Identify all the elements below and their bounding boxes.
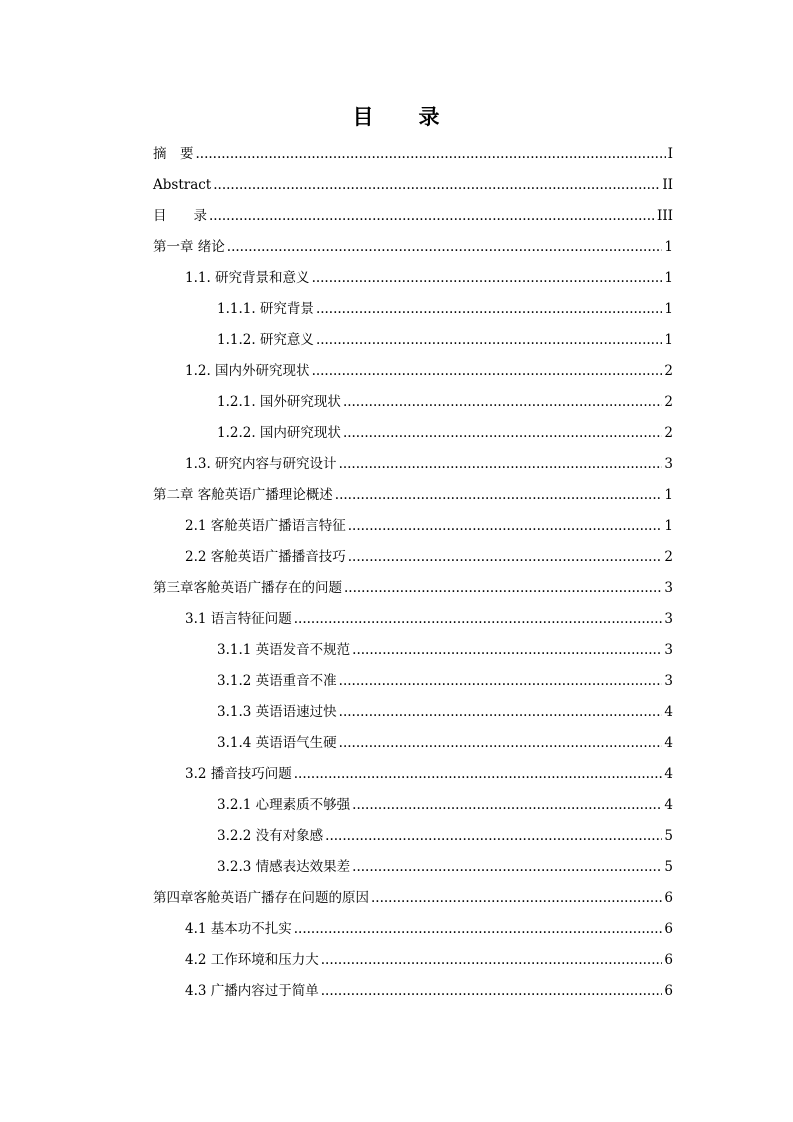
toc-entry-page: 6 [664, 952, 673, 968]
toc-entry[interactable] [153, 170, 673, 201]
toc-entry[interactable] [153, 387, 673, 418]
toc-entry[interactable] [153, 604, 673, 635]
toc-entry-label: 3.1.3 英语语速过快 [217, 704, 337, 720]
toc-entry-label: 目 录 [153, 208, 207, 224]
toc-entry-label: Abstract [153, 177, 212, 193]
toc-dot-leader [339, 697, 663, 728]
toc-entry-page: 5 [664, 828, 673, 844]
toc-entry-page: 2 [664, 425, 673, 441]
toc-dot-leader [339, 449, 663, 480]
toc-entry-label: 1.1.2. 研究意义 [217, 332, 314, 348]
toc-entry-label: 4.2 工作环境和压力大 [185, 952, 319, 968]
toc-dot-leader [348, 511, 663, 542]
toc-dot-leader [294, 914, 663, 945]
toc-entry-page: 1 [664, 487, 673, 503]
toc-entry[interactable] [153, 635, 673, 666]
toc-entry-label: 2.2 客舱英语广播播音技巧 [185, 549, 346, 565]
toc-entry-label: 3.2 播音技巧问题 [185, 766, 292, 782]
toc-entry[interactable] [153, 511, 673, 542]
toc-entry-page: 5 [664, 859, 673, 875]
toc-entry-label: 2.1 客舱英语广播语言特征 [185, 518, 346, 534]
toc-dot-leader [294, 759, 663, 790]
toc-dot-leader [294, 604, 663, 635]
toc-entry-page: I [667, 146, 673, 162]
toc-entry-page: 2 [664, 363, 673, 379]
toc-entry-label: 1.2. 国内外研究现状 [185, 363, 310, 379]
toc-dot-leader [352, 852, 662, 883]
toc-entry-label: 3.1.4 英语语气生硬 [217, 735, 337, 751]
toc-title: 目 录 [352, 104, 441, 129]
toc-entry-label: 第四章客舱英语广播存在问题的原因 [153, 890, 369, 906]
toc-dot-leader [312, 263, 663, 294]
table-of-contents [153, 139, 673, 1007]
toc-entry-label: 1.1. 研究背景和意义 [185, 270, 310, 286]
toc-entry-label: 4.3 广播内容过于简单 [185, 983, 319, 999]
toc-dot-leader [352, 635, 662, 666]
toc-entry-label: 3.1.1 英语发音不规范 [217, 642, 351, 658]
toc-entry-page: II [662, 177, 673, 193]
toc-entry-page: 1 [664, 239, 673, 255]
toc-entry[interactable] [153, 852, 673, 883]
toc-entry[interactable] [153, 263, 673, 294]
toc-entry-page: 3 [664, 673, 673, 689]
toc-entry-page: 4 [664, 797, 673, 813]
toc-entry[interactable] [153, 914, 673, 945]
toc-entry-page: 2 [664, 549, 673, 565]
toc-entry-label: 3.2.2 没有对象感 [217, 828, 324, 844]
toc-entry-page: III [657, 208, 673, 224]
toc-entry-label: 3.2.1 心理素质不够强 [217, 797, 351, 813]
toc-dot-leader [371, 883, 662, 914]
toc-entry[interactable] [153, 418, 673, 449]
toc-entry[interactable] [153, 790, 673, 821]
toc-entry-label: 1.1.1. 研究背景 [217, 301, 314, 317]
toc-entry-page: 4 [664, 735, 673, 751]
toc-entry-page: 2 [664, 394, 673, 410]
toc-entry[interactable] [153, 139, 673, 170]
toc-entry[interactable] [153, 821, 673, 852]
toc-entry[interactable] [153, 883, 673, 914]
toc-dot-leader [227, 232, 663, 263]
toc-entry[interactable] [153, 480, 673, 511]
toc-dot-leader [335, 480, 663, 511]
toc-entry-page: 1 [664, 270, 673, 286]
toc-dot-leader [339, 728, 663, 759]
toc-entry-page: 3 [664, 611, 673, 627]
toc-entry[interactable] [153, 666, 673, 697]
toc-dot-leader [213, 170, 660, 201]
toc-entry[interactable] [153, 201, 673, 232]
toc-dot-leader [348, 542, 663, 573]
toc-entry[interactable] [153, 697, 673, 728]
toc-entry-page: 6 [664, 890, 673, 906]
toc-entry-label: 1.2.1. 国外研究现状 [217, 394, 341, 410]
toc-dot-leader [321, 945, 663, 976]
toc-dot-leader [344, 573, 662, 604]
toc-entry-label: 1.3. 研究内容与研究设计 [185, 456, 337, 472]
toc-dot-leader [343, 418, 662, 449]
toc-entry-label: 3.1 语言特征问题 [185, 611, 292, 627]
toc-entry[interactable] [153, 728, 673, 759]
toc-entry-page: 6 [664, 921, 673, 937]
toc-dot-leader [343, 387, 662, 418]
toc-entry[interactable] [153, 449, 673, 480]
toc-dot-leader [352, 790, 662, 821]
toc-entry[interactable] [153, 542, 673, 573]
toc-entry[interactable] [153, 232, 673, 263]
toc-dot-leader [312, 356, 663, 387]
toc-entry-label: 3.1.2 英语重音不准 [217, 673, 337, 689]
toc-entry[interactable] [153, 759, 673, 790]
toc-dot-leader [196, 139, 666, 170]
toc-dot-leader [325, 821, 662, 852]
toc-dot-leader [316, 294, 662, 325]
toc-entry-label: 3.2.3 情感表达效果差 [217, 859, 351, 875]
toc-entry-label: 第三章客舱英语广播存在的问题 [153, 580, 342, 596]
toc-entry-page: 4 [664, 766, 673, 782]
toc-entry-page: 6 [664, 983, 673, 999]
toc-dot-leader [339, 666, 663, 697]
toc-entry-page: 3 [664, 456, 673, 472]
toc-entry-page: 4 [664, 704, 673, 720]
toc-entry-page: 1 [664, 518, 673, 534]
toc-dot-leader [209, 201, 655, 232]
toc-dot-leader [316, 325, 662, 356]
toc-entry-label: 4.1 基本功不扎实 [185, 921, 292, 937]
toc-entry-page: 3 [664, 642, 673, 658]
toc-entry[interactable] [153, 325, 673, 356]
toc-entry[interactable] [153, 976, 673, 1007]
toc-entry-page: 1 [664, 301, 673, 317]
toc-entry[interactable] [153, 573, 673, 604]
toc-entry-page: 3 [664, 580, 673, 596]
toc-entry-label: 第二章 客舱英语广播理论概述 [153, 487, 333, 503]
toc-entry[interactable] [153, 945, 673, 976]
toc-entry-label: 1.2.2. 国内研究现状 [217, 425, 341, 441]
toc-entry[interactable] [153, 294, 673, 325]
toc-entry[interactable] [153, 356, 673, 387]
toc-dot-leader [321, 976, 663, 1007]
toc-entry-label: 摘 要 [153, 146, 194, 162]
toc-entry-label: 第一章 绪论 [153, 239, 225, 255]
toc-entry-page: 1 [664, 332, 673, 348]
